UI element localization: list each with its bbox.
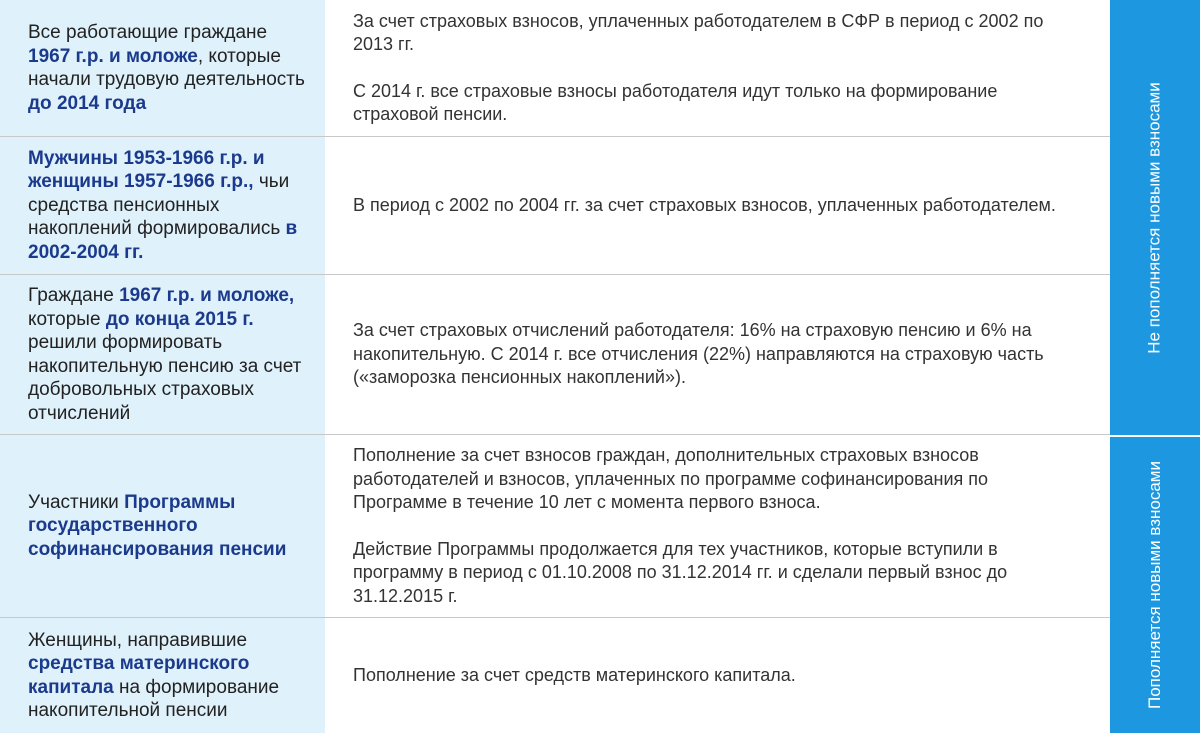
description-cell [325,137,1110,274]
description-paragraph: В период с 2002 по 2004 гг. за счет страховых взносов, уплаченных работодателем. [353,194,1056,215]
plain-text: Женщины, направившие [28,629,248,651]
highlight-text: средства материнского капитала [28,653,250,698]
highlight-text: 1967 г.р. и моложе, [119,285,295,306]
category-cell [0,0,325,136]
description-paragraph: Пополнение за счет взносов граждан, дополнительных страховых взносов работодателей и взносов, уплаченных по программе софинансирования по Программе в течение 10 лет с момента первого взноса. [353,445,989,512]
plain-text: которые [28,308,106,330]
table-row [0,0,1110,137]
plain-text: решили формировать накопительную пенсию за счет добровольных страховых отчислений [28,332,302,424]
side-label-replenished: Пополняется новыми взносами [1145,460,1165,710]
table-row [0,435,1110,618]
plain-text: Граждане [28,285,120,306]
description-cell [325,0,1110,136]
table-row [0,618,1110,733]
plain-text: Все работающие граждане [28,22,268,43]
description-paragraph: Действие Программы продолжается для тех участников, которые вступили в программу в период с 01.10.2008 по 31.12.2014 гг. и сделали первый взнос до 31.12.2015 г. [353,538,1008,606]
plain-text: на формирование накопительной пенсии [28,676,280,721]
category-cell [0,275,325,434]
description-paragraph: За счет страховых отчислений работодателя: 16% на страховую пенсию и 6% на накопительную. С 2014 г. все отчисления (22%) направляются на страховую часть («заморозка пенсионных накоплений»). [353,320,1044,388]
description-paragraph: За счет страховых взносов, уплаченных работодателем в СФР в период с 2002 по 2013 гг. [353,10,1044,54]
highlight-text: до 2014 года [28,92,147,114]
plain-text: , которые начали трудовую деятельность [28,45,305,90]
highlight-text: 1967 г.р. и моложе [28,45,198,67]
side-band-replenished [1110,437,1200,733]
highlight-text: в 2002-2004 гг. [28,218,298,263]
category-cell [0,435,325,617]
table-row [0,275,1110,435]
category-text [28,284,309,425]
table-row [0,137,1110,275]
highlight-text: Мужчины 1953-1966 г.р. и женщины 1957-1966 г.р., [28,147,265,193]
side-band-not-replenished [1110,0,1200,435]
plain-text: Участники [28,491,125,513]
side-label-not-replenished: Не пополняется новыми взносами [1145,81,1165,354]
description-cell [325,618,1110,733]
description-cell [325,275,1110,434]
category-text [28,491,309,562]
category-text [28,147,309,265]
category-cell [0,137,325,274]
highlight-text: до конца 2015 г. [105,308,254,330]
category-cell [0,618,325,733]
description-paragraph: С 2014 г. все страховые взносы работодателя идут только на формирование страховой пенсии. [353,80,998,124]
category-text [28,21,309,115]
plain-text: чьи средства пенсионных накоплений формировались [28,171,290,240]
highlight-text: Программы государственного софинансирования пенсии [28,491,287,560]
category-text [28,629,309,723]
description-paragraph: Пополнение за счет средств материнского капитала. [353,664,796,685]
description-cell [325,435,1110,617]
